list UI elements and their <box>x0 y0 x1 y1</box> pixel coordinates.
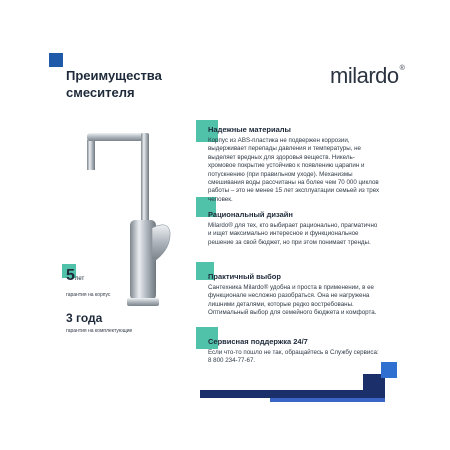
feature-service <box>208 337 380 366</box>
feature-design-text: Milardo® для тех, кто выбирает рационально, прагматично и ищет максимально интересное и функциональное решение за свой бюджет, но при этом понимает тренды. <box>208 222 378 246</box>
warranty-parts-label: гарантия на комплектующие <box>66 328 133 334</box>
warranty-body-number-value: 5 <box>66 267 75 284</box>
feature-practical-text: Сантехника Milardo® удобна и проста в применении, в ее функционале несложно разобраться. Она не нагружена лишними деталями, которые редко востребованы. Оптимальный выбор для семейного бюджета и комфорта. <box>208 284 377 317</box>
decorative-bar-navy-large <box>200 390 385 398</box>
decorative-bar-light <box>270 398 385 402</box>
decorative-square-top-left <box>49 53 63 67</box>
page-title-line-2: смесителя <box>66 85 135 100</box>
warranty-body-number <box>66 267 84 285</box>
warranty-parts-number: 3 года <box>66 311 103 325</box>
brand-logo-text: milardo <box>330 63 399 88</box>
warranty-body-unit: лет <box>74 276 85 282</box>
page-title <box>66 67 162 101</box>
feature-practical-title: Практичный выбор <box>208 272 281 281</box>
feature-materials-title: Надежные материалы <box>208 125 291 134</box>
brand-logo-registered-mark: ® <box>399 65 405 72</box>
feature-materials <box>208 125 380 204</box>
feature-service-title: Сервисная поддержка 24/7 <box>208 337 308 346</box>
feature-design-title: Рациональный дизайн <box>208 210 293 219</box>
feature-practical <box>208 272 380 318</box>
feature-materials-text: Корпус из ABS-пластика не подвержен коррозии, выдерживает перепады давления и температуры, не выделяет вредных для здоровья веществ. Никель-хромовое покрытие устойчиво к появлению царапин и потускнению (при правильном уходе). Механизмы смешивания воды рассчитаны на более чем 70 000 циклов работы – это не менее 15 лет эксплуатации семьей из трех человек. <box>208 137 380 203</box>
feature-design <box>208 210 380 247</box>
feature-service-text: Если что-то пошло не так, обращайтесь в Службу сервиса: 8 800 234-77-67. <box>208 349 379 365</box>
brand-logo <box>330 63 403 89</box>
faucet-image <box>72 120 182 320</box>
warranty-body-label: гарантия на корпус <box>66 292 111 298</box>
page-title-line-1: Преимущества <box>66 68 162 83</box>
decorative-bar-blue-square <box>381 362 397 378</box>
